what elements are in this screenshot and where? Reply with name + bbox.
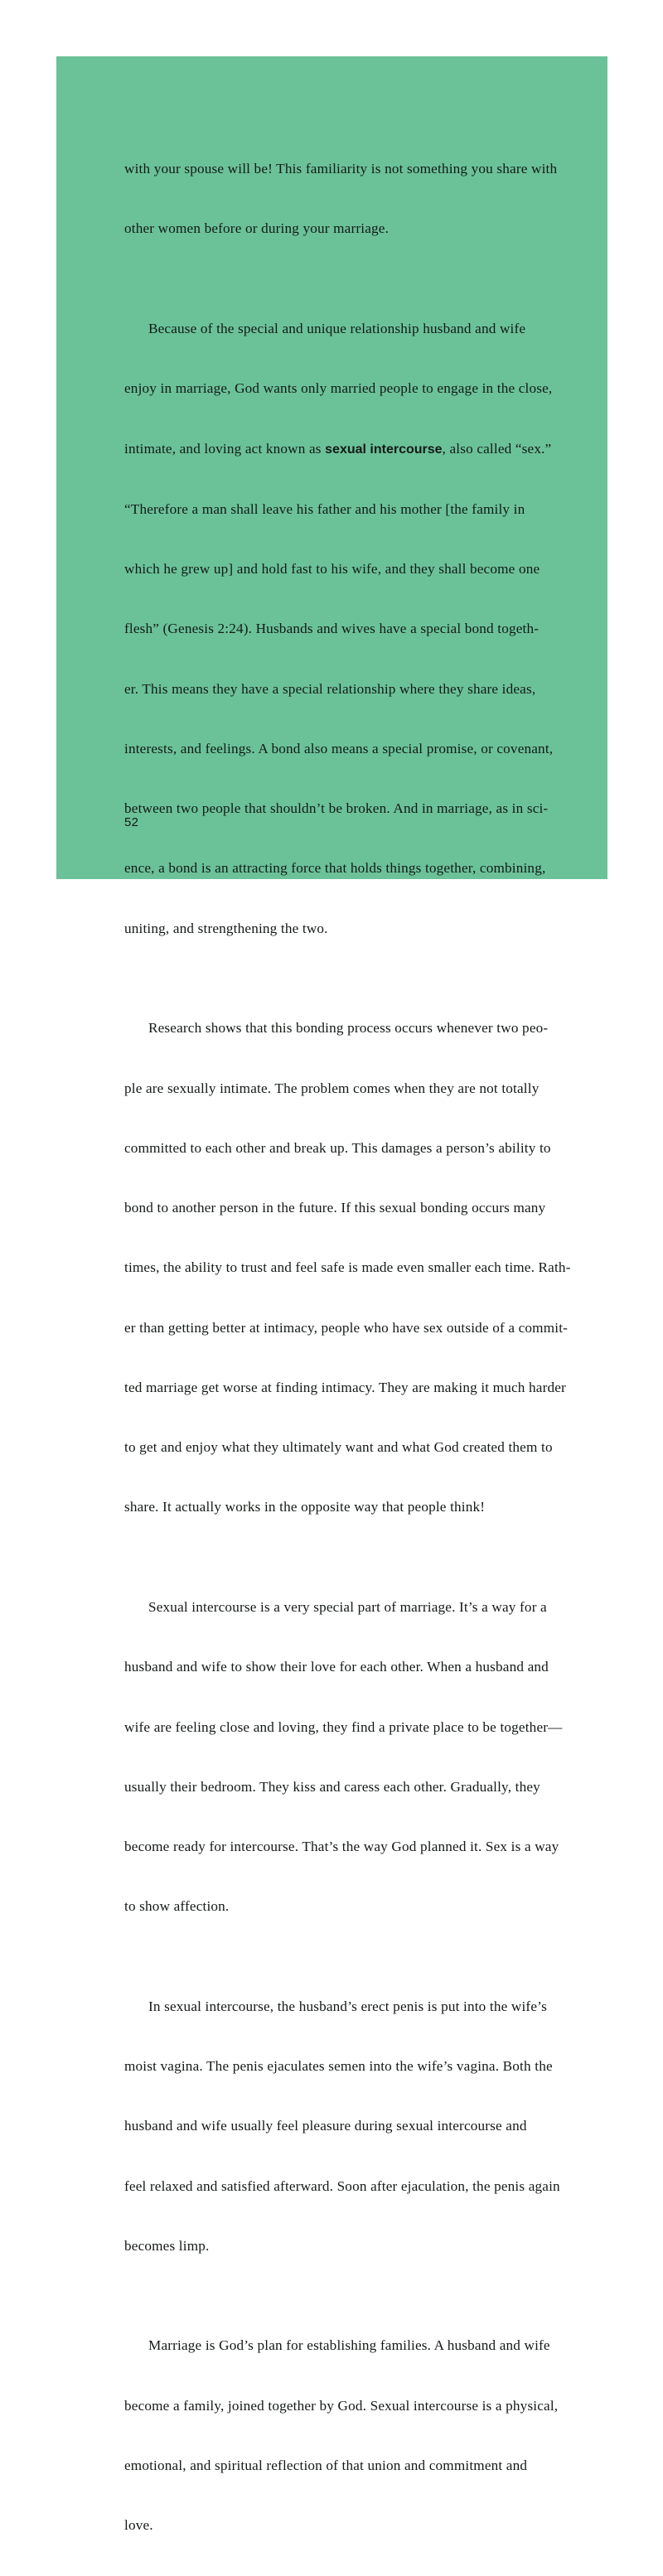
- text-line: “Therefore a man shall leave his father and his mother [the family in: [124, 500, 525, 517]
- body-text-column: [124, 119, 571, 2576]
- paragraph-because: [124, 279, 554, 979]
- bold-term-sexual-intercourse: sexual intercourse: [325, 442, 443, 457]
- text-line-lead: intimate, and loving act known as: [124, 440, 326, 457]
- text-line: usually their bedroom. They kiss and caress each other. Gradually, they: [124, 1778, 540, 1795]
- text-line: times, the ability to trust and feel safe is made even smaller each time. Rath-: [124, 1259, 571, 1276]
- book-page: [56, 56, 607, 2534]
- paragraph-in-sexual-intercourse: [124, 1957, 560, 2297]
- text-line: Because of the special and unique relationship husband and wife: [148, 320, 526, 336]
- text-line: to get and enjoy what they ultimately want and what God created them to: [124, 1439, 553, 1456]
- text-line: enjoy in marriage, God wants only married people to engage in the close,: [124, 380, 553, 397]
- text-line: interests, and feelings. A bond also means a special promise, or covenant,: [124, 740, 554, 756]
- text-line: love.: [124, 2517, 153, 2534]
- text-line: er than getting better at intimacy, people who have sex outside of a commit-: [124, 1319, 569, 1336]
- page-number: 52: [124, 815, 139, 829]
- text-line-tail: , also called “sex.”: [442, 440, 552, 457]
- text-line: husband and wife to show their love for each other. When a husband and: [124, 1659, 549, 1675]
- text-line: husband and wife usually feel pleasure during sexual intercourse and: [124, 2118, 527, 2134]
- text-line: committed to each other and break up. This damages a person’s ability to: [124, 1139, 551, 1156]
- text-line: other women before or during your marriage.: [124, 220, 390, 237]
- text-line: become a family, joined together by God. Sexual intercourse is a physical,: [124, 2397, 559, 2414]
- text-line: ple are sexually intimate. The problem comes when they are not totally: [124, 1080, 540, 1096]
- text-line: share. It actually works in the opposite way that people think!: [124, 1499, 486, 1515]
- text-line: Sexual intercourse is a very special part of marriage. It’s a way for a: [148, 1598, 547, 1615]
- paragraph-research: [124, 979, 571, 1558]
- text-line: become ready for intercourse. That’s the way God planned it. Sex is a way: [124, 1839, 559, 1855]
- paragraph-marriage-gods-plan: [124, 2296, 559, 2575]
- text-line: wife are feeling close and loving, they find a private place to be together—: [124, 1718, 563, 1735]
- text-line: uniting, and strengthening the two.: [124, 920, 328, 936]
- text-line: er. This means they have a special relationship where they share ideas,: [124, 680, 536, 697]
- text-line: flesh” (Genesis 2:24). Husbands and wives have a special bond togeth-: [124, 621, 540, 637]
- paragraph-continuation: [124, 119, 558, 279]
- text-line-with-bold-term: [124, 439, 552, 460]
- text-line: to show affection.: [124, 1898, 230, 1915]
- text-line: moist vagina. The penis ejaculates semen into the wife’s vagina. Both the: [124, 2058, 553, 2075]
- text-line: bond to another person in the future. If this sexual bonding occurs many: [124, 1200, 546, 1216]
- text-line: which he grew up] and hold fast to his wife, and they shall become one: [124, 561, 540, 578]
- text-line: with your spouse will be! This familiarity is not something you share with: [124, 161, 558, 177]
- text-line: between two people that shouldn’t be broken. And in marriage, as in sci-: [124, 800, 549, 817]
- text-line: emotional, and spiritual reflection of that union and commitment and: [124, 2457, 528, 2473]
- text-line: feel relaxed and satisfied afterward. Soon after ejaculation, the penis again: [124, 2177, 560, 2194]
- text-line: Research shows that this bonding process occurs whenever two peo-: [148, 1020, 549, 1037]
- text-line: Marriage is God’s plan for establishing families. A husband and wife: [148, 2337, 550, 2354]
- text-line: In sexual intercourse, the husband’s erect penis is put into the wife’s: [148, 1998, 547, 2014]
- text-line: ence, a bond is an attracting force that holds things together, combining,: [124, 860, 546, 877]
- text-line: becomes limp.: [124, 2237, 210, 2254]
- text-line: ted marriage get worse at finding intimacy. They are making it much harder: [124, 1379, 566, 1395]
- paragraph-sexual-intercourse-special: [124, 1558, 563, 1957]
